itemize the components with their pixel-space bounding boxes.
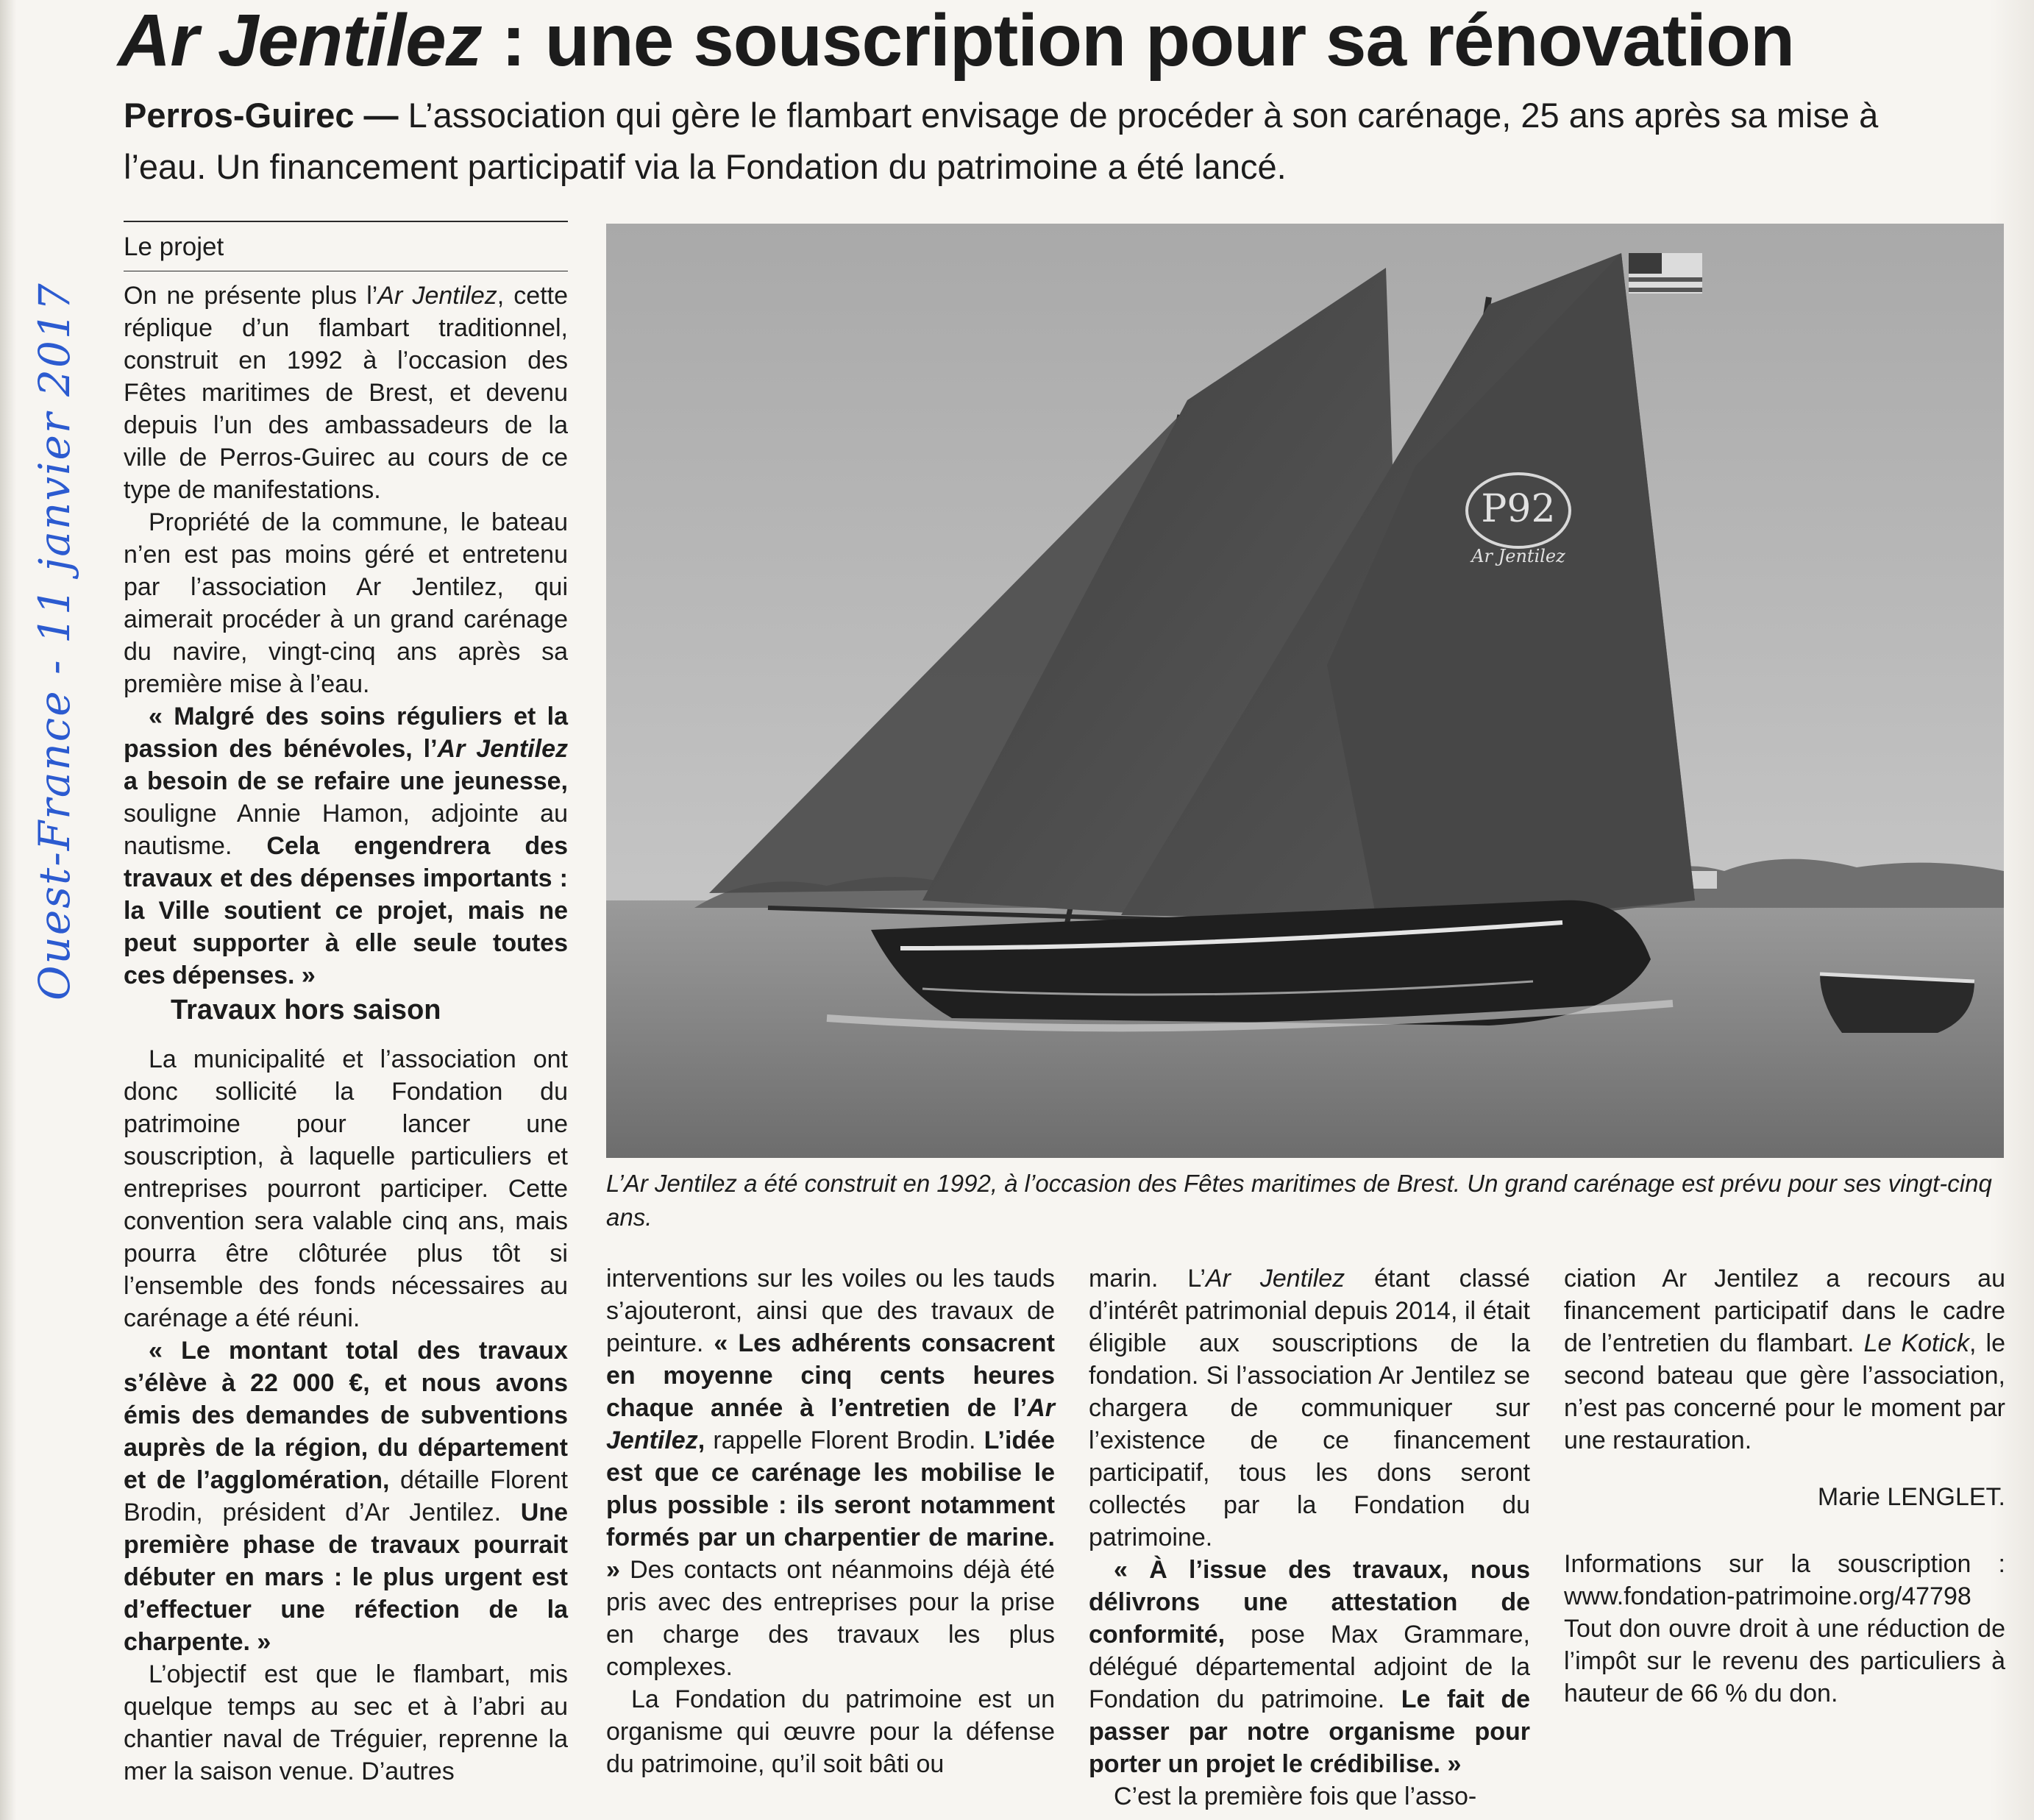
lead-place: Perros-Guirec —	[124, 96, 399, 135]
paragraph: Informations sur la souscription : www.fondation-patrimoine.org/47798 Tout don ouvre droit à une réduction de l’impôt sur le revenu des particuliers à hauteur de 66 % du don.	[1564, 1550, 2005, 1707]
quote: Cela engendrera des travaux et des dépenses importants : la Ville soutient ce projet, mais ne peut supporter à elle seule toutes ces dépenses. »	[124, 832, 568, 989]
quote: « Le montant total des travaux s’élève à 22 000 €, et nous avons émis des demandes de subventions auprès de la région, du département et de l’agglomération,	[124, 1337, 568, 1494]
text: On ne présente plus l’	[124, 282, 378, 310]
text: détaille Florent Brodin, président d’Ar Jentilez.	[124, 1466, 568, 1526]
subscription-info	[1564, 1548, 2005, 1710]
subhead-le-projet: Le projet	[124, 232, 224, 261]
boat-name: Ar Jentilez	[377, 282, 497, 310]
handwritten-annotation: Ouest-France - 11 janvier 2017	[29, 282, 79, 1000]
photo-caption: L’Ar Jentilez a été construit en 1992, à l’occasion des Fêtes maritimes de Brest. Un grand carénage est prévu pour ses vingt-cinq ans.	[606, 1170, 1992, 1231]
text: interventions sur les voiles ou les tauds s’ajouteront, ainsi que des travaux de peinture.	[606, 1265, 1055, 1357]
text: pose Max Grammare, délégué départemental adjoint de la Fondation du patrimoine.	[1089, 1621, 1530, 1713]
quote: L’idée est que ce carénage les mobilise le plus possible : ils seront notamment formés par un charpentier de marine. »	[606, 1426, 1055, 1584]
headline	[118, 0, 1957, 81]
sail-name: Ar Jentilez	[1471, 546, 1565, 566]
paragraph	[1089, 1554, 1530, 1780]
paragraph	[124, 1334, 568, 1658]
boat-name: Ar Jentilez	[606, 1394, 1055, 1454]
column-2	[606, 1262, 1055, 1780]
paragraph	[606, 1262, 1055, 1683]
quote: a besoin de se refaire une jeunesse,	[124, 767, 568, 795]
paragraph	[124, 280, 568, 506]
section-title: Travaux hors saison	[171, 995, 441, 1025]
quote: « Les adhérents consacrent en moyenne cinq cents heures chaque année à l’entretien de l’	[606, 1329, 1055, 1422]
headline-rest: : une souscription pour sa rénovation	[481, 0, 1795, 82]
boat-photo	[606, 224, 2004, 1158]
paragraph: La Fondation du patrimoine est un organisme qui œuvre pour la défense du patrimoine, qu’il soit bâti ou	[606, 1685, 1055, 1778]
paragraph: La municipalité et l’association ont donc sollicité la Fondation du patrimoine pour lancer une souscription, à laquelle particuliers et entreprises pourront participer. Cette convention sera valable cinq ans, mais pourra être clôturée plus tôt si l’ensemble des fonds nécessaires au carénage a été réuni.	[124, 1045, 568, 1332]
column-3	[1089, 1262, 1530, 1813]
quote: Une première phase de travaux pourrait débuter en mars : le plus urgent est d’effectuer une réfection de la charpente. »	[124, 1499, 568, 1656]
text: , cette réplique d’un flambart traditionnel, construit en 1992 à l’occasion des Fêtes maritimes de Brest, et devenu depuis l’un des ambassadeurs de la ville de Perros-Guirec au cours de ce type de manifestations.	[124, 282, 569, 504]
paragraph: Propriété de la commune, le bateau n’en est pas moins géré et entretenu par l’association Ar Jentilez, qui aimerait procéder à un grand carénage du navire, vingt-cinq ans après sa première mise à l’eau.	[124, 508, 568, 698]
text: ciation Ar Jentilez a recours au financement participatif dans le cadre de l’entretien du flambart.	[1564, 1265, 2005, 1357]
quote: « À l’issue des travaux, nous délivrons une attestation de conformité,	[1089, 1556, 1530, 1649]
boat-name: Ar Jentilez	[1205, 1265, 1345, 1293]
text: , le second bateau que gère l’association, n’est pas concerné pour le moment par une restauration.	[1564, 1329, 2005, 1454]
quote: « Malgré des soins réguliers et la passion des bénévoles, l’	[124, 703, 568, 763]
column-rule-top	[124, 221, 568, 222]
column-1-continued	[124, 1043, 568, 1788]
text: étant classé d’intérêt patrimonial depuis 2014, il était éligible aux souscriptions de la fondation. Si l’association Ar Jentilez se chargera de communiquer sur l’existence de ce financement participatif, tous les dons seront collectés par la Fondation du patrimoine.	[1089, 1265, 1530, 1551]
paragraph	[1564, 1262, 2005, 1457]
quote: ,	[697, 1426, 705, 1454]
boat-name: Le Kotick	[1863, 1329, 1970, 1357]
paragraph	[1089, 1262, 1530, 1554]
quote: Le fait de passer par notre organisme pour porter un projet le crédibilise. »	[1089, 1685, 1531, 1778]
sail-number: P92	[1481, 487, 1556, 531]
text: souligne Annie Hamon, adjointe au nautisme.	[124, 800, 568, 860]
lead-text: L’association qui gère le flambart envisage de procéder à son carénage, 25 ans après sa mise à l’eau. Un financement participatif via la Fondation du patrimoine a été lancé.	[124, 96, 1879, 186]
author-signature: Marie LENGLET.	[1817, 1483, 2005, 1511]
paragraph: C’est la première fois que l’asso-	[1114, 1782, 1477, 1810]
text: Des contacts ont néanmoins déjà été pris avec des entreprises pour la prise en charge des travaux les plus complexes.	[606, 1556, 1055, 1681]
headline-boat-name: Ar Jentilez	[118, 0, 482, 82]
column-4	[1564, 1262, 2005, 1457]
column-1	[124, 280, 568, 992]
boat-name: Ar Jentilez	[437, 735, 568, 763]
text: rappelle Florent Brodin.	[705, 1426, 984, 1454]
paragraph: L’objectif est que le flambart, mis quelque temps au sec et à l’abri au chantier naval de Tréguier, reprenne la mer la saison venue. D’autres	[124, 1660, 568, 1785]
article-lead	[124, 90, 1904, 193]
text: marin. L’	[1089, 1265, 1206, 1293]
paragraph	[124, 700, 568, 992]
paper-edge-left	[0, 0, 16, 1820]
